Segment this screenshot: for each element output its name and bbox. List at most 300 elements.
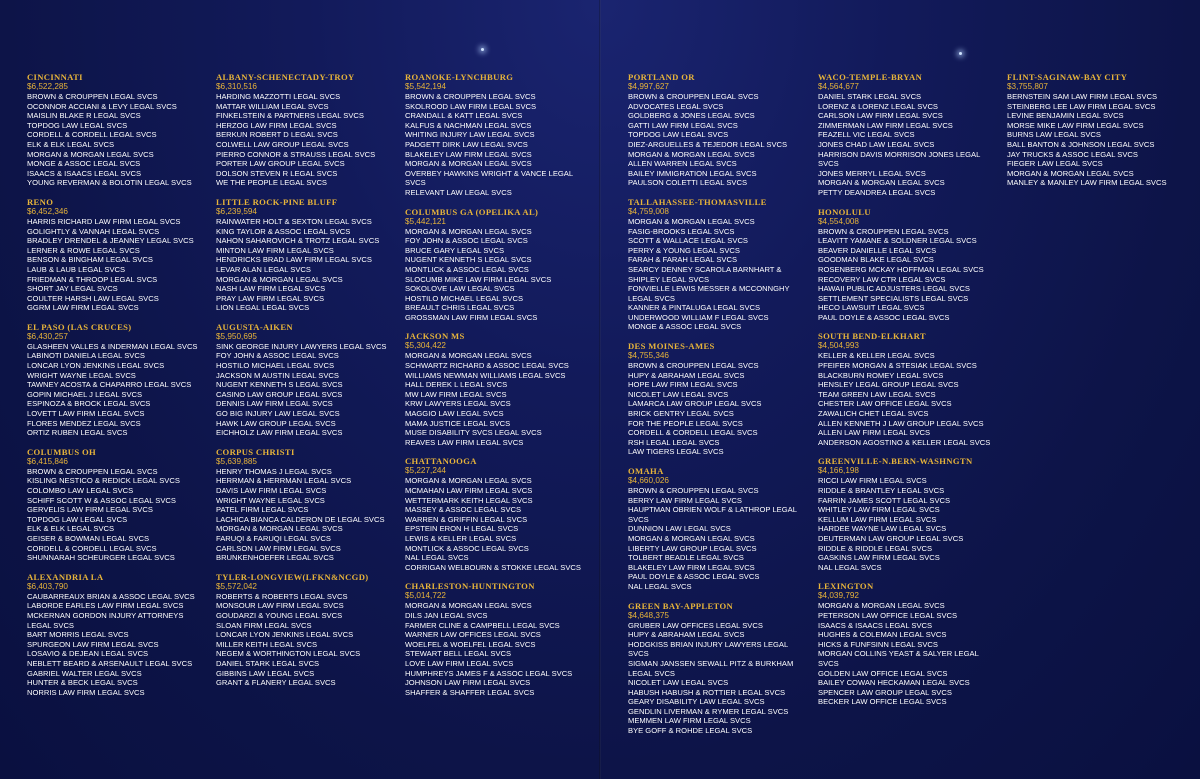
firm-item: NAHON SAHAROVICH & TROTZ LEGAL SVCS <box>216 236 380 246</box>
firm-item: GOUDARZI & YOUNG LEGAL SVCS <box>216 610 343 620</box>
firm-item: BERNSTEIN SAM LAW FIRM LEGAL SVCS <box>1007 92 1158 101</box>
firm-item: ZAWALICH CHET LEGAL SVCS <box>818 409 929 419</box>
firm-item: JACKSON M AUSTIN LEGAL SVCS <box>216 370 339 380</box>
market-amount: $4,660,026 <box>628 476 669 485</box>
firm-item: CORDELL & CORDELL LEGAL SVCS <box>27 130 157 140</box>
firm-item: GOODMAN BLAKE LEGAL SVCS <box>818 255 934 265</box>
firm-item: MORGAN & MORGAN LEGAL SVCS <box>405 226 532 236</box>
firm-item: PAULSON COLETTI LEGAL SVCS <box>628 178 748 188</box>
firm-item: RICCI LAW FIRM LEGAL SVCS <box>818 476 927 486</box>
firm-item: KRW LAWYERS LEGAL SVCS <box>405 399 511 409</box>
market-amount: $5,304,422 <box>405 341 446 351</box>
firm-item: LAW TIGERS LEGAL SVCS <box>628 447 724 457</box>
firm-item: RIDDLE & BRANTLEY LEGAL SVCS <box>818 486 945 495</box>
market-amount: $6,415,846 <box>27 456 68 466</box>
firm-item: SIGMAN JANSSEN SEWALL PITZ & BURKHAM LEGAL SVCS <box>628 658 794 678</box>
firm-item: GEARY DISABILITY LAW LEGAL SVCS <box>628 697 765 707</box>
firm-item: MAGGIO LAW LEGAL SVCS <box>405 409 504 419</box>
firm-item: BEAVER DANIELLE LEGAL SVCS <box>818 245 937 255</box>
market-name: CHARLESTON-HUNTINGTON <box>405 581 535 592</box>
firm-item: WE THE PEOPLE LEGAL SVCS <box>216 178 327 188</box>
firm-item: WETTERMARK KEITH LEGAL SVCS <box>405 495 533 505</box>
firm-item: LEWIS & KELLER LEGAL SVCS <box>405 533 517 543</box>
market-name: TYLER-LONGVIEW(LFKN&NCGD) <box>216 571 369 582</box>
firm-item: BERRY LAW FIRM LEGAL SVCS <box>628 495 742 505</box>
market-name: GREEN BAY-APPLETON <box>628 600 734 611</box>
market-name: COLUMBUS GA (OPELIKA AL) <box>405 206 539 217</box>
firm-item: MORGAN & MORGAN LEGAL SVCS <box>628 149 755 159</box>
firm-item: HECO LAWSUIT LEGAL SVCS <box>818 303 925 313</box>
firm-item: WRIGHT WAYNE LEGAL SVCS <box>216 495 325 505</box>
firm-item: GO BIG INJURY LAW LEGAL SVCS <box>216 409 340 419</box>
market-block <box>405 72 587 198</box>
market-name: SOUTH BEND-ELKHART <box>818 331 926 342</box>
column-3 <box>405 72 587 706</box>
firm-item: MORGAN & MORGAN LEGAL SVCS <box>27 149 154 159</box>
firm-item: RSH LEGAL LEGAL SVCS <box>628 437 720 447</box>
firm-item: SHUNNARAH SCHEURGER LEGAL SVCS <box>27 553 175 563</box>
firm-item: CRANDALL & KATT LEGAL SVCS <box>405 111 523 121</box>
market-name: ROANOKE-LYNCHBURG <box>405 72 514 82</box>
firm-item: LAMARCA LAW GROUP LEGAL SVCS <box>628 399 762 409</box>
firm-item: MORGAN & MORGAN LEGAL SVCS <box>216 524 343 534</box>
firm-item: FINKELSTEIN & PARTNERS LEGAL SVCS <box>216 111 364 121</box>
firm-item: BYE GOFF & ROHDE LEGAL SVCS <box>628 726 753 736</box>
firm-item: BROWN & CROUPPEN LEGAL SVCS <box>27 466 158 476</box>
firm-item: JOHNSON LAW FIRM LEGAL SVCS <box>405 678 531 688</box>
market-block <box>818 207 1000 323</box>
firm-item: SINK GEORGE INJURY LAWYERS LEGAL SVCS <box>216 341 387 351</box>
firm-item: DANIEL STARK LEGAL SVCS <box>818 92 922 101</box>
firm-item: ALLEN LAW FIRM LEGAL SVCS <box>818 428 931 438</box>
firm-item: FARMER CLINE & CAMPBELL LEGAL SVCS <box>405 620 560 630</box>
firm-item: COLWELL LAW GROUP LEGAL SVCS <box>216 139 349 149</box>
market-block <box>27 322 209 438</box>
firm-item: PADGETT DIRK LAW LEGAL SVCS <box>405 139 528 149</box>
column-1 <box>27 72 209 706</box>
firm-item: BART MORRIS LEGAL SVCS <box>27 630 129 640</box>
firm-item: MORGAN & MORGAN LEGAL SVCS <box>405 601 532 611</box>
firm-item: BLAKELEY LAW FIRM LEGAL SVCS <box>628 562 755 572</box>
firm-item: BROWN & CROUPPEN LEGAL SVCS <box>818 226 949 236</box>
firm-item: NICOLET LAW LEGAL SVCS <box>628 389 729 399</box>
market-block <box>405 456 587 572</box>
market-amount: $5,542,194 <box>405 82 446 91</box>
firm-item: HICKS & FUNFSINN LEGAL SVCS <box>818 639 938 649</box>
market-block <box>628 197 810 332</box>
firm-item: WARREN & GRIFFIN LEGAL SVCS <box>405 514 528 524</box>
firm-item: DUNNION LAW LEGAL SVCS <box>628 524 731 534</box>
firm-item: ZIMMERMAN LAW FIRM LEGAL SVCS <box>818 120 953 130</box>
firm-item: CASINO LAW GROUP LEGAL SVCS <box>216 389 343 399</box>
market-name: OMAHA <box>628 466 664 476</box>
firm-item: BROWN & CROUPPEN LEGAL SVCS <box>27 92 158 101</box>
market-block <box>405 207 587 323</box>
market-block <box>628 601 810 736</box>
firm-item: SCOTT & WALLACE LEGAL SVCS <box>628 236 748 246</box>
firm-item: MUSE DISABILITY SVCS LEGAL SVCS <box>405 428 542 438</box>
column-2 <box>216 72 398 697</box>
firm-item: ISAACS & ISAACS LEGAL SVCS <box>818 620 933 630</box>
market-amount: $5,014,722 <box>405 591 446 601</box>
firm-item: LONCAR LYON JENKINS LEGAL SVCS <box>27 361 165 371</box>
firm-item: GOLDBERG & JONES LEGAL SVCS <box>628 111 755 121</box>
firm-item: HARRIS RICHARD LAW FIRM LEGAL SVCS <box>27 216 181 226</box>
firm-item: PETTY DEANDREA LEGAL SVCS <box>818 187 936 197</box>
firm-item: BRICK GENTRY LEGAL SVCS <box>628 409 734 419</box>
firm-item: TEAM GREEN LAW LEGAL SVCS <box>818 389 936 399</box>
firm-item: EPSTEIN ERON H LEGAL SVCS <box>405 524 519 534</box>
firm-item: HAUPTMAN OBRIEN WOLF & LATHROP LEGAL SVCS <box>628 505 797 524</box>
firm-item: MONTLICK & ASSOC LEGAL SVCS <box>405 543 529 553</box>
market-amount: $6,522,285 <box>27 82 68 91</box>
market-name: ALBANY-SCHENECTADY-TROY <box>216 72 355 82</box>
firm-item: RAINWATER HOLT & SEXTON LEGAL SVCS <box>216 216 372 226</box>
firm-item: HAWK LAW GROUP LEGAL SVCS <box>216 418 336 428</box>
firm-item: MORSE MIKE LAW FIRM LEGAL SVCS <box>1007 120 1144 130</box>
market-amount: $4,039,792 <box>818 591 859 601</box>
firm-item: GOPIN MICHAEL J LEGAL SVCS <box>27 389 143 399</box>
firm-item: LONCAR LYON JENKINS LEGAL SVCS <box>216 630 354 640</box>
firm-item: FRIEDMAN & THROOP LEGAL SVCS <box>27 274 158 284</box>
firm-item: LION LEGAL LEGAL SVCS <box>216 303 310 313</box>
firm-item: LERNER & ROWE LEGAL SVCS <box>27 245 140 255</box>
firm-item: BALL BANTON & JOHNSON LEGAL SVCS <box>1007 139 1155 149</box>
firm-item: MINTON LAW FIRM LEGAL SVCS <box>216 245 334 255</box>
firm-item: NAL LEGAL SVCS <box>628 581 692 591</box>
firm-item: MONSOUR LAW FIRM LEGAL SVCS <box>216 601 344 611</box>
market-block <box>216 322 398 438</box>
firm-item: KELLUM LAW FIRM LEGAL SVCS <box>818 514 937 524</box>
market-block <box>405 331 587 447</box>
firm-item: NASH LAW FIRM LEGAL SVCS <box>216 284 326 294</box>
market-block <box>27 447 209 563</box>
firm-item: HABUSH HABUSH & ROTTIER LEGAL SVCS <box>628 687 786 697</box>
firm-item: HERZOG LAW FIRM LEGAL SVCS <box>216 120 337 130</box>
market-amount: $3,755,807 <box>1007 82 1048 91</box>
market-name: CORPUS CHRISTI <box>216 446 295 457</box>
market-block <box>818 456 1000 572</box>
market-name: DES MOINES-AMES <box>628 341 715 352</box>
firm-item: HUPY & ABRAHAM LEGAL SVCS <box>628 630 745 640</box>
firm-item: HENSLEY LEGAL GROUP LEGAL SVCS <box>818 380 959 390</box>
firm-item: CAUBARREAUX BRIAN & ASSOC LEGAL SVCS <box>27 591 195 601</box>
firm-item: DANIEL STARK LEGAL SVCS <box>216 658 320 668</box>
market-amount: $6,430,257 <box>27 331 68 341</box>
firm-item: BRADLEY DRENDEL & JEANNEY LEGAL SVCS <box>27 236 194 246</box>
firm-item: FOY JOHN & ASSOC LEGAL SVCS <box>216 351 339 361</box>
firm-item: LABINOTI DANIELA LEGAL SVCS <box>27 351 145 361</box>
firm-item: GEISER & BOWMAN LEGAL SVCS <box>27 533 150 543</box>
firm-item: BREAULT CHRIS LEGAL SVCS <box>405 303 515 313</box>
firm-item: ALLEN WARREN LEGAL SVCS <box>628 159 737 169</box>
firm-item: STEWART BELL LEGAL SVCS <box>405 649 512 659</box>
firm-item: HARDING MAZZOTTI LEGAL SVCS <box>216 92 341 101</box>
firm-item: GIBBINS LAW LEGAL SVCS <box>216 668 315 678</box>
page-fold <box>599 0 601 779</box>
market-name: HONOLULU <box>818 206 871 217</box>
firm-item: HAWAII PUBLIC ADJUSTERS LEGAL SVCS <box>818 284 970 294</box>
firm-item: GRUBER LAW OFFICES LEGAL SVCS <box>628 620 763 630</box>
market-block <box>27 72 209 188</box>
firm-item: GOLIGHTLY & VANNAH LEGAL SVCS <box>27 226 160 236</box>
market-amount: $4,759,008 <box>628 206 669 216</box>
firm-item: GERVELIS LAW FIRM LEGAL SVCS <box>27 505 153 515</box>
market-amount: $4,554,008 <box>818 216 859 226</box>
firm-item: MORGAN & MORGAN LEGAL SVCS <box>1007 168 1134 178</box>
firm-item: SHORT JAY LEGAL SVCS <box>27 284 118 294</box>
firm-item: ISAACS & ISAACS LEGAL SVCS <box>27 168 142 178</box>
market-block <box>818 72 1000 198</box>
firm-item: MONGE & ASSOC LEGAL SVCS <box>27 159 141 169</box>
market-amount: $4,564,677 <box>818 82 859 91</box>
firm-item: LIBERTY LAW GROUP LEGAL SVCS <box>628 543 757 553</box>
market-amount: $6,452,346 <box>27 206 68 216</box>
firm-item: FIEGER LAW LEGAL SVCS <box>1007 159 1103 169</box>
firm-item: MORGAN & MORGAN LEGAL SVCS <box>405 351 532 361</box>
firm-item: TOPDOG LAW LEGAL SVCS <box>628 130 729 140</box>
firm-item: MORGAN & MORGAN LEGAL SVCS <box>818 601 945 611</box>
firm-item: JONES MERRYL LEGAL SVCS <box>818 168 926 178</box>
firm-item: DOLSON STEVEN R LEGAL SVCS <box>216 168 338 178</box>
firm-item: ANDERSON AGOSTINO & KELLER LEGAL SVCS <box>818 437 991 447</box>
firm-item: PAUL DOYLE & ASSOC LEGAL SVCS <box>818 312 950 322</box>
firm-item: CORRIGAN WELBOURN & STOKKE LEGAL SVCS <box>405 562 581 572</box>
market-amount: $5,950,695 <box>216 331 257 341</box>
market-amount: $6,239,594 <box>216 206 257 216</box>
firm-item: CARLSON LAW FIRM LEGAL SVCS <box>818 111 943 121</box>
market-block <box>405 581 587 697</box>
firm-item: HENRY THOMAS J LEGAL SVCS <box>216 466 332 476</box>
firm-item: BENSON & BINGHAM LEGAL SVCS <box>27 255 153 265</box>
market-block <box>628 466 810 592</box>
firm-item: ALLEN KENNETH J LAW GROUP LEGAL SVCS <box>818 418 984 428</box>
market-amount: $4,997,627 <box>628 82 669 91</box>
firm-item: LORENZ & LORENZ LEGAL SVCS <box>818 101 938 111</box>
firm-item: LEAVITT YAMANE & SOLDNER LEGAL SVCS <box>818 236 977 246</box>
firm-item: HODGKISS BRIAN INJURY LAWYERS LEGAL SVCS <box>628 639 788 659</box>
firm-item: MORGAN & MORGAN LEGAL SVCS <box>628 533 755 543</box>
firm-item: GOLDEN LAW OFFICE LEGAL SVCS <box>818 668 948 678</box>
market-name: PORTLAND OR <box>628 72 695 82</box>
firm-item: WRIGHT WAYNE LEGAL SVCS <box>27 370 136 380</box>
firm-item: WHITING INJURY LAW LEGAL SVCS <box>405 130 535 140</box>
star-decoration <box>481 48 484 51</box>
market-block <box>628 72 810 188</box>
firm-item: NEGEM & WORTHINGTON LEGAL SVCS <box>216 649 361 659</box>
firm-item: NAL LEGAL SVCS <box>405 553 469 563</box>
firm-item: DILS JAN LEGAL SVCS <box>405 610 488 620</box>
firm-item: PFEIFER MORGAN & STESIAK LEGAL SVCS <box>818 361 977 371</box>
firm-item: DENNIS LAW FIRM LEGAL SVCS <box>216 399 333 409</box>
star-decoration <box>959 52 962 55</box>
firm-item: GENDLIN LIVERMAN & RYMER LEGAL SVCS <box>628 706 789 716</box>
firm-item: DIEZ-ARGUELLES & TEJEDOR LEGAL SVCS <box>628 139 788 149</box>
firm-item: PERRY & YOUNG LEGAL SVCS <box>628 245 740 255</box>
firm-item: MW LAW FIRM LEGAL SVCS <box>405 389 507 399</box>
firm-item: FEAZELL VIC LEGAL SVCS <box>818 130 915 140</box>
firm-item: CHESTER LAW OFFICE LEGAL SVCS <box>818 399 952 409</box>
market-name: ALEXANDRIA LA <box>27 571 104 582</box>
firm-item: MAISLIN BLAKE R LEGAL SVCS <box>27 111 141 121</box>
firm-item: GGRM LAW FIRM LEGAL SVCS <box>27 303 139 313</box>
firm-item: PORTER LAW GROUP LEGAL SVCS <box>216 159 345 169</box>
firm-item: KELLER & KELLER LEGAL SVCS <box>818 351 935 361</box>
firm-item: LAUB & LAUB LEGAL SVCS <box>27 264 126 274</box>
firm-item: GROSSMAN LAW FIRM LEGAL SVCS <box>405 312 538 322</box>
firm-item: RECOVERY LAW CTR LEGAL SVCS <box>818 274 946 284</box>
firm-item: PATEL FIRM LEGAL SVCS <box>216 505 309 515</box>
firm-item: FOR THE PEOPLE LEGAL SVCS <box>628 418 743 428</box>
firm-item: MONGE & ASSOC LEGAL SVCS <box>628 322 742 332</box>
market-block <box>216 72 398 188</box>
market-name: AUGUSTA-AIKEN <box>216 321 293 332</box>
firm-item: MASSEY & ASSOC LEGAL SVCS <box>405 505 522 515</box>
market-block <box>27 572 209 698</box>
firm-item: BROWN & CROUPPEN LEGAL SVCS <box>628 92 759 101</box>
firm-item: RIDDLE & RIDDLE LEGAL SVCS <box>818 543 933 553</box>
market-amount: $4,755,346 <box>628 351 669 361</box>
firm-item: TAWNEY ACOSTA & CHAPARRO LEGAL SVCS <box>27 380 192 390</box>
column-4 <box>628 72 810 745</box>
firm-item: HOPE LAW FIRM LEGAL SVCS <box>628 380 738 390</box>
firm-item: MEMMEN LAW FIRM LEGAL SVCS <box>628 716 751 726</box>
column-5 <box>818 72 1000 716</box>
firm-item: MATTAR WILLIAM LEGAL SVCS <box>216 101 329 111</box>
firm-item: FARAH & FARAH LEGAL SVCS <box>628 255 738 265</box>
firm-item: HUMPHREYS JAMES F & ASSOC LEGAL SVCS <box>405 668 573 678</box>
firm-item: GLASHEEN VALLES & INDERMAN LEGAL SVCS <box>27 341 198 351</box>
firm-item: LEVAR ALAN LEGAL SVCS <box>216 264 311 274</box>
firm-item: SPENCER LAW GROUP LEGAL SVCS <box>818 687 952 697</box>
firm-item: TOLBERT BEADLE LEGAL SVCS <box>628 553 744 563</box>
firm-item: ELK & ELK LEGAL SVCS <box>27 524 115 534</box>
firm-item: CARLSON LAW FIRM LEGAL SVCS <box>216 543 341 553</box>
market-amount: $5,227,244 <box>405 466 446 476</box>
firm-item: SEARCY DENNEY SCAROLA BARNHART & SHIPLEY LEGAL SVCS <box>628 264 782 284</box>
firm-item: LOSAVIO & DEJEAN LEGAL SVCS <box>27 649 149 659</box>
firm-item: PAUL DOYLE & ASSOC LEGAL SVCS <box>628 572 760 582</box>
firm-item: BLACKBURN ROMEY LEGAL SVCS <box>818 370 944 380</box>
firm-item: HARDEE WAYNE LAW LEGAL SVCS <box>818 524 947 534</box>
firm-item: KING TAYLOR & ASSOC LEGAL SVCS <box>216 226 351 236</box>
firm-item: HUPY & ABRAHAM LEGAL SVCS <box>628 370 745 380</box>
market-block <box>216 197 398 313</box>
firm-item: LABORDE EARLES LAW FIRM LEGAL SVCS <box>27 601 184 611</box>
firm-item: PRAY LAW FIRM LEGAL SVCS <box>216 293 325 303</box>
firm-item: NEBLETT BEARD & ARSENAULT LEGAL SVCS <box>27 658 193 668</box>
firm-item: SCHIFF SCOTT W & ASSOC LEGAL SVCS <box>27 495 176 505</box>
firm-item: LOVE LAW FIRM LEGAL SVCS <box>405 658 514 668</box>
firm-item: CORDELL & CORDELL LEGAL SVCS <box>628 428 758 438</box>
firm-item: BROWN & CROUPPEN LEGAL SVCS <box>628 486 759 495</box>
firm-item: UNDERWOOD WILLIAM F LEGAL SVCS <box>628 312 769 322</box>
firm-item: FONVIELLE LEWIS MESSER & MCCONNGHY LEGAL SVCS <box>628 284 790 303</box>
firm-item: CORDELL & CORDELL LEGAL SVCS <box>27 543 157 553</box>
firm-item: SHAFFER & SHAFFER LEGAL SVCS <box>405 687 535 697</box>
firm-item: HUNTER & BECK LEGAL SVCS <box>27 678 138 688</box>
market-name: WACO-TEMPLE-BRYAN <box>818 72 923 82</box>
firm-item: NAL LEGAL SVCS <box>818 562 882 572</box>
market-amount: $4,504,993 <box>818 341 859 351</box>
market-block <box>216 572 398 688</box>
firm-item: FARUQI & FARUQI LEGAL SVCS <box>216 533 331 543</box>
market-amount: $6,310,516 <box>216 82 257 91</box>
market-name: FLINT-SAGINAW-BAY CITY <box>1007 72 1128 82</box>
market-block <box>216 447 398 563</box>
firm-item: MONTLICK & ASSOC LEGAL SVCS <box>405 264 529 274</box>
market-name: LITTLE ROCK-PINE BLUFF <box>216 196 338 207</box>
market-amount: $4,648,375 <box>628 610 669 620</box>
firm-item: SOKOLOVE LAW LEGAL SVCS <box>405 284 515 294</box>
firm-item: RELEVANT LAW LEGAL SVCS <box>405 187 512 197</box>
column-6 <box>1007 72 1189 197</box>
firm-item: ELK & ELK LEGAL SVCS <box>27 139 115 149</box>
firm-item: BRUNKENHOEFER LEGAL SVCS <box>216 553 334 563</box>
firm-item: ORTIZ RUBEN LEGAL SVCS <box>27 428 128 438</box>
firm-item: NUGENT KENNETH S LEGAL SVCS <box>216 380 343 390</box>
firm-item: ROSENBERG MCKAY HOFFMAN LEGAL SVCS <box>818 264 984 274</box>
firm-item: MORGAN & MORGAN LEGAL SVCS <box>405 476 532 486</box>
firm-item: MILLER KEITH LEGAL SVCS <box>216 639 318 649</box>
firm-item: MORGAN & MORGAN LEGAL SVCS <box>216 274 343 284</box>
market-amount: $6,403,790 <box>27 581 68 591</box>
firm-item: WHITLEY LAW FIRM LEGAL SVCS <box>818 505 940 515</box>
firm-item: BERKUN ROBERT D LEGAL SVCS <box>216 130 338 140</box>
firm-item: GRANT & FLANERY LEGAL SVCS <box>216 678 336 688</box>
firm-item: TOPDOG LAW LEGAL SVCS <box>27 120 128 130</box>
firm-item: MORGAN & MORGAN LEGAL SVCS <box>818 178 945 188</box>
firm-item: WILLIAMS NEWMAN WILLIAMS LEGAL SVCS <box>405 370 566 380</box>
firm-item: HALL DEREK L LEGAL SVCS <box>405 380 508 390</box>
firm-item: NUGENT KENNETH S LEGAL SVCS <box>405 255 532 265</box>
market-name: RENO <box>27 196 54 207</box>
firm-item: SPURGEON LAW FIRM LEGAL SVCS <box>27 639 159 649</box>
firm-item: NICOLET LAW LEGAL SVCS <box>628 678 729 688</box>
firm-item: GATTI LAW FIRM LEGAL SVCS <box>628 120 738 130</box>
firm-item: BECKER LAW OFFICE LEGAL SVCS <box>818 697 947 707</box>
firm-item: BROWN & CROUPPEN LEGAL SVCS <box>405 92 536 101</box>
firm-item: WOELFEL & WOELFEL LEGAL SVCS <box>405 639 536 649</box>
firm-item: HENDRICKS BRAD LAW FIRM LEGAL SVCS <box>216 255 372 265</box>
firm-item: HERRMAN & HERRMAN LEGAL SVCS <box>216 476 352 486</box>
firm-item: STEINBERG LEE LAW FIRM LEGAL SVCS <box>1007 101 1156 111</box>
firm-item: PIERRO CONNOR & STRAUSS LEGAL SVCS <box>216 149 376 159</box>
firm-item: ROBERTS & ROBERTS LEGAL SVCS <box>216 591 348 601</box>
firm-item: MANLEY & MANLEY LAW FIRM LEGAL SVCS <box>1007 178 1167 188</box>
firm-item: MCMAHAN LAW FIRM LEGAL SVCS <box>405 486 533 495</box>
firm-item: HUGHES & COLEMAN LEGAL SVCS <box>818 630 947 640</box>
firm-item: LOVETT LAW FIRM LEGAL SVCS <box>27 409 145 419</box>
firm-item: BRUCE GARY LEGAL SVCS <box>405 245 505 255</box>
firm-item: WARNER LAW OFFICES LEGAL SVCS <box>405 630 541 640</box>
firm-item: PETERSON LAW OFFICE LEGAL SVCS <box>818 610 958 620</box>
firm-item: SKOLROOD LAW FIRM LEGAL SVCS <box>405 101 537 111</box>
firm-item: FASIG-BROOKS LEGAL SVCS <box>628 226 735 236</box>
market-amount: $5,572,042 <box>216 581 257 591</box>
firm-item: MORGAN & MORGAN LEGAL SVCS <box>628 216 755 226</box>
firm-item: OCONNOR ACCIANI & LEVY LEGAL SVCS <box>27 101 177 111</box>
market-block <box>818 581 1000 707</box>
firm-item: COULTER HARSH LAW LEGAL SVCS <box>27 293 159 303</box>
firm-item: DEUTERMAN LAW GROUP LEGAL SVCS <box>818 533 964 543</box>
market-name: CINCINNATI <box>27 72 83 82</box>
firm-item: COLOMBO LAW LEGAL SVCS <box>27 486 134 495</box>
firm-item: ADVOCATES LEGAL SVCS <box>628 101 724 111</box>
firm-item: MCKERNAN GORDON INJURY ATTORNEYS LEGAL SVCS <box>27 610 184 630</box>
firm-item: LEVINE BENJAMIN LEGAL SVCS <box>1007 111 1124 121</box>
firm-item: BURNS LAW LEGAL SVCS <box>1007 130 1101 140</box>
